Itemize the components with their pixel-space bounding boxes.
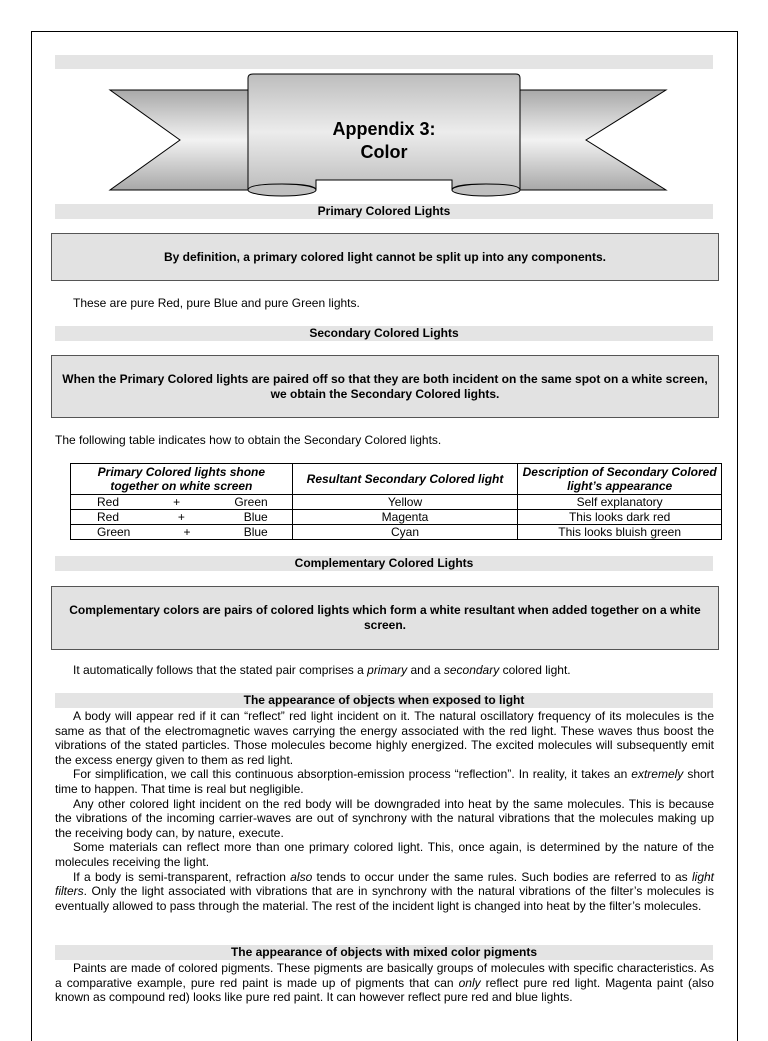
paragraph: Any other colored light incident on the red body will be downgraded into heat by the same molecules. This is because the vibrations of the incoming carrier-waves are out of synchrony with the natural vibrations that the molecules making up the receiving body can, by nature, execute. xyxy=(55,796,714,840)
table-cell-color-b: Blue xyxy=(243,525,268,539)
text-run: Paints are made of colored pigments. These pigments are basically groups of molecules with specific characteristics. As a comparative example, pure red paint is made up of pigments that can xyxy=(55,961,714,990)
text-run: tends to occur under the same rules. Such bodies are referred to as xyxy=(312,869,692,884)
table-header: Primary Colored lights shone together on white screen xyxy=(71,464,293,495)
definition-text-primary: By definition, a primary colored light cannot be split up into any components. xyxy=(163,249,607,264)
text-run-italic: primary xyxy=(367,663,408,677)
text-run-italic: light filters xyxy=(55,869,714,899)
section-heading-pigments: The appearance of objects with mixed color pigments xyxy=(55,945,713,960)
text-run: . Only the light associated with vibrations that are in synchrony with the natural vibrations of the filter’s molecules is eventually allowed to pass through the material. The rest of the incident light is changed into heat by the filter’s molecules. xyxy=(55,884,714,913)
table-cell-plus: + xyxy=(177,510,185,524)
table-cell-result: Magenta xyxy=(292,510,518,525)
definition-box-secondary xyxy=(51,355,719,418)
paragraph: Some materials can reflect more than one primary colored light. This, once again, is determined by the nature of the molecules receiving the light. xyxy=(55,840,714,869)
table-cell-description: This looks bluish green xyxy=(518,525,722,540)
table-cell-description: Self explanatory xyxy=(518,495,722,510)
table-cell-plus: + xyxy=(173,495,181,509)
text-run-italic: extremely xyxy=(631,767,684,782)
top-bar xyxy=(55,55,713,69)
text-run: reflect pure red light. Magenta paint (also known as compound red) looks like pure red paint. It can however reflect pure red and blue lights. xyxy=(55,975,714,1005)
section-heading-complementary: Complementary Colored Lights xyxy=(55,556,713,571)
definition-text-complementary: Complementary colors are pairs of colored lights which form a white resultant when added together on a white screen. xyxy=(69,603,701,632)
text-run-italic: only xyxy=(458,975,481,990)
table-row xyxy=(71,495,722,510)
table-header: Description of Secondary Colored light’s appearance xyxy=(518,464,722,495)
text-run: It automatically follows that the stated pair comprises a xyxy=(73,663,368,677)
definition-text-secondary: When the Primary Colored lights are paired off so that they are both incident on the same spot on a white screen, we obtain the Secondary Colored lights. xyxy=(62,371,708,401)
banner-title-line2: Color xyxy=(360,142,408,162)
paragraph xyxy=(55,961,714,1005)
text-run: colored light. xyxy=(499,663,571,677)
text-run-italic: secondary xyxy=(443,663,500,677)
text-run: If a body is semi-transparent, refraction xyxy=(73,869,291,884)
banner-title-line1: Appendix 3: xyxy=(332,119,436,139)
text-run: and a xyxy=(407,663,444,677)
secondary-intro: The following table indicates how to obtain the Secondary Colored lights. xyxy=(55,433,442,447)
text-run-italic: also xyxy=(290,869,313,884)
definition-box-complementary xyxy=(51,586,719,650)
table-cell-color-b: Blue xyxy=(243,510,268,524)
definition-box-primary xyxy=(51,233,719,281)
table-header-row xyxy=(71,464,722,495)
section-heading-appearance: The appearance of objects when exposed to light xyxy=(55,693,713,708)
banner-title xyxy=(250,118,518,164)
table-cell-primaries xyxy=(71,510,293,525)
table-cell-result: Cyan xyxy=(292,525,518,540)
paragraph xyxy=(55,767,714,796)
complementary-text xyxy=(73,663,571,678)
table-cell-primaries xyxy=(71,495,293,510)
table-cell-color-b: Green xyxy=(234,495,268,509)
table-cell-color-a: Green xyxy=(97,525,131,539)
table-header: Resultant Secondary Colored light xyxy=(292,464,518,495)
section-heading-primary: Primary Colored Lights xyxy=(55,204,713,219)
table-cell-color-a: Red xyxy=(97,495,120,509)
table-cell-primaries xyxy=(71,525,293,540)
table-row xyxy=(71,525,722,540)
paragraph xyxy=(55,870,714,914)
table-cell-plus: + xyxy=(183,525,191,539)
text-run: short time to happen. That time is real but negligible. xyxy=(55,767,715,796)
table-row xyxy=(71,510,722,525)
table-cell-color-a: Red xyxy=(97,510,120,524)
section-heading-secondary: Secondary Colored Lights xyxy=(55,326,713,341)
primary-text: These are pure Red, pure Blue and pure Green lights. xyxy=(73,296,360,310)
text-run: For simplification, we call this continuous absorption-emission process “reflection”. In reality, it takes an xyxy=(73,767,632,782)
secondary-lights-table xyxy=(70,463,722,540)
table-cell-result: Yellow xyxy=(292,495,518,510)
pigments-body xyxy=(55,961,714,1005)
paragraph: A body will appear red if it can “reflect” red light incident on it. The natural oscillatory frequency of its molecules is the same as that of the electromagnetic waves carrying the energy associated with the red light. These waves thus boost the vibrations of the stated particles. Those molecules become highly energized. The excited molecules will subsequently emit the excess energy given to them as red light. xyxy=(55,709,714,767)
table-cell-description: This looks dark red xyxy=(518,510,722,525)
appearance-body xyxy=(55,709,714,913)
